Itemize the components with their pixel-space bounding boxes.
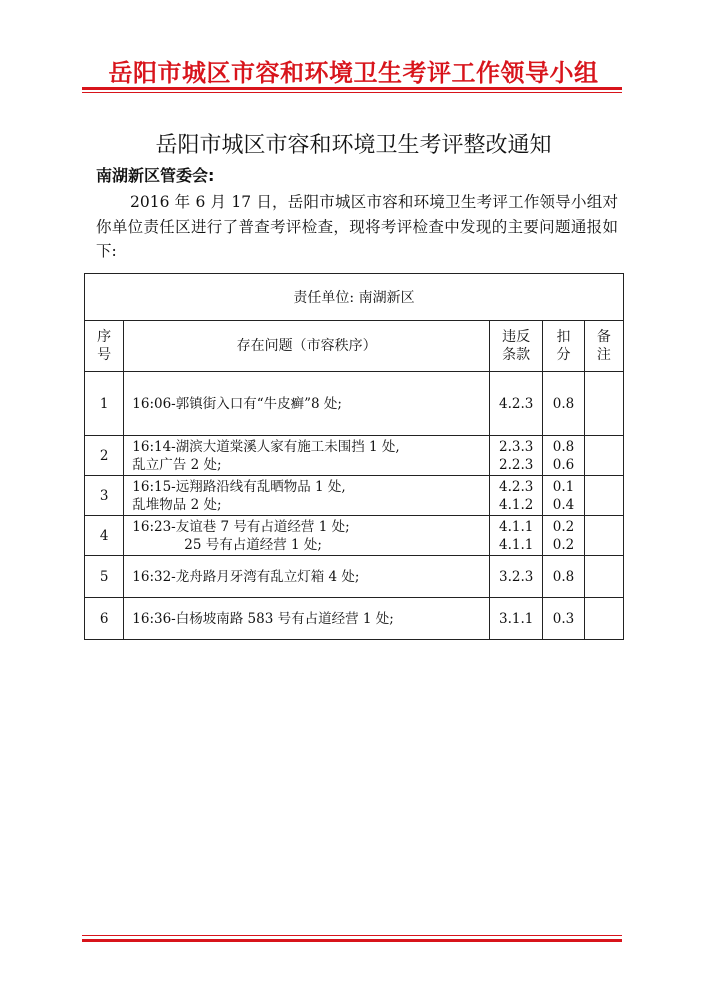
responsible-unit-row bbox=[85, 274, 624, 321]
row-deduction bbox=[543, 598, 584, 640]
article-value: 4.2.3 bbox=[499, 478, 534, 495]
deduction-value: 0.8 bbox=[552, 438, 575, 455]
row-problem bbox=[124, 476, 490, 516]
row-deduction bbox=[543, 556, 584, 598]
header-problem: 存在问题（市容秩序） bbox=[124, 321, 490, 372]
row-number bbox=[85, 436, 124, 476]
header-note bbox=[584, 321, 623, 372]
footer-rule-thin bbox=[82, 935, 622, 936]
problem-line: 16:15-远翔路沿线有乱晒物品 1 处, bbox=[132, 478, 346, 495]
deduction-value: 0.4 bbox=[552, 496, 575, 513]
problem-line: 25 号有占道经营 1 处; bbox=[184, 536, 322, 553]
problem-line: 16:06-郭镇街入口有“牛皮癣”8 处; bbox=[132, 395, 342, 412]
row-problem bbox=[124, 516, 490, 556]
deduction-value: 0.2 bbox=[552, 536, 575, 553]
header-rule-thick bbox=[82, 87, 622, 90]
article-value: 4.1.1 bbox=[499, 536, 534, 553]
responsible-unit: 责任单位: 南湖新区 bbox=[85, 274, 624, 321]
header-number bbox=[85, 321, 124, 372]
issues-table bbox=[84, 273, 624, 640]
row-note bbox=[584, 516, 623, 556]
table-row bbox=[85, 556, 624, 598]
row-deduction bbox=[543, 436, 584, 476]
article-value: 3.1.1 bbox=[499, 610, 534, 627]
row-problem bbox=[124, 372, 490, 436]
problem-line: 16:36-白杨坡南路 583 号有占道经营 1 处; bbox=[132, 610, 394, 627]
table-row bbox=[85, 476, 624, 516]
row-article bbox=[489, 476, 542, 516]
row-note bbox=[584, 598, 623, 640]
problem-line: 16:23-友谊巷 7 号有占道经营 1 处; bbox=[132, 518, 350, 535]
row-article bbox=[489, 598, 542, 640]
row-note bbox=[584, 436, 623, 476]
notice-title: 岳阳市城区市容和环境卫生考评整改通知 bbox=[155, 133, 552, 158]
header-number-line-1: 序 bbox=[97, 329, 112, 345]
article-value: 4.1.1 bbox=[499, 518, 534, 535]
header-article-line-1: 违反 bbox=[502, 329, 531, 345]
article-value: 3.2.3 bbox=[499, 568, 534, 585]
header-note-line-2: 注 bbox=[596, 347, 611, 363]
table-row bbox=[85, 436, 624, 476]
row-note bbox=[584, 556, 623, 598]
row-number-text: 2 bbox=[99, 447, 109, 464]
header-deduction-line-1: 扣 bbox=[556, 329, 571, 345]
header-rule-thin bbox=[82, 92, 622, 93]
table-header-row bbox=[85, 321, 624, 372]
row-problem bbox=[124, 556, 490, 598]
footer-rule-thick bbox=[82, 939, 622, 942]
table-row bbox=[85, 372, 624, 436]
header-deduction-line-2: 分 bbox=[556, 347, 571, 363]
problem-line: 16:14-湖滨大道棠溪人家有施工未围挡 1 处, bbox=[132, 438, 400, 455]
article-value: 2.2.3 bbox=[499, 456, 534, 473]
article-value: 2.3.3 bbox=[499, 438, 534, 455]
deduction-value: 0.6 bbox=[552, 456, 575, 473]
row-number-text: 6 bbox=[99, 610, 109, 627]
table-row bbox=[85, 598, 624, 640]
row-article bbox=[489, 436, 542, 476]
article-value: 4.1.2 bbox=[499, 496, 534, 513]
header-number-line-2: 号 bbox=[97, 347, 112, 363]
deduction-value: 0.3 bbox=[552, 610, 575, 627]
row-number-text: 3 bbox=[99, 487, 109, 504]
header-org-title: 岳阳市城区市容和环境卫生考评工作领导小组 bbox=[108, 58, 599, 87]
row-number bbox=[85, 598, 124, 640]
header-article-line-2: 条款 bbox=[502, 347, 531, 363]
row-number-text: 4 bbox=[99, 527, 109, 544]
problem-line: 乱立广告 2 处; bbox=[132, 456, 222, 473]
row-number-text: 5 bbox=[99, 568, 109, 585]
row-number bbox=[85, 476, 124, 516]
problem-line: 16:32-龙舟路月牙湾有乱立灯箱 4 处; bbox=[132, 568, 360, 585]
row-number-text: 1 bbox=[99, 395, 109, 412]
deduction-value: 0.2 bbox=[552, 518, 575, 535]
recipient: 南湖新区管委会: bbox=[96, 166, 215, 185]
notice-body: 2016 年 6 月 17 日，岳阳市城区市容和环境卫生考评工作领导小组对你单位责任区进行了普查考评检查，现将考评检查中发现的主要问题通报如下: bbox=[96, 193, 618, 260]
row-article bbox=[489, 556, 542, 598]
problem-line: 乱堆物品 2 处; bbox=[132, 496, 222, 513]
row-article bbox=[489, 516, 542, 556]
row-number bbox=[85, 516, 124, 556]
row-deduction bbox=[543, 372, 584, 436]
row-number bbox=[85, 372, 124, 436]
row-note bbox=[584, 372, 623, 436]
row-note bbox=[584, 476, 623, 516]
article-value: 4.2.3 bbox=[499, 395, 534, 412]
header-note-line-1: 备 bbox=[596, 329, 611, 345]
deduction-value: 0.1 bbox=[552, 478, 575, 495]
table-row bbox=[85, 516, 624, 556]
row-article bbox=[489, 372, 542, 436]
deduction-value: 0.8 bbox=[552, 395, 575, 412]
row-number bbox=[85, 556, 124, 598]
header-article bbox=[489, 321, 542, 372]
row-problem bbox=[124, 598, 490, 640]
row-deduction bbox=[543, 476, 584, 516]
row-problem bbox=[124, 436, 490, 476]
header-deduction bbox=[543, 321, 584, 372]
row-deduction bbox=[543, 516, 584, 556]
deduction-value: 0.8 bbox=[552, 568, 575, 585]
